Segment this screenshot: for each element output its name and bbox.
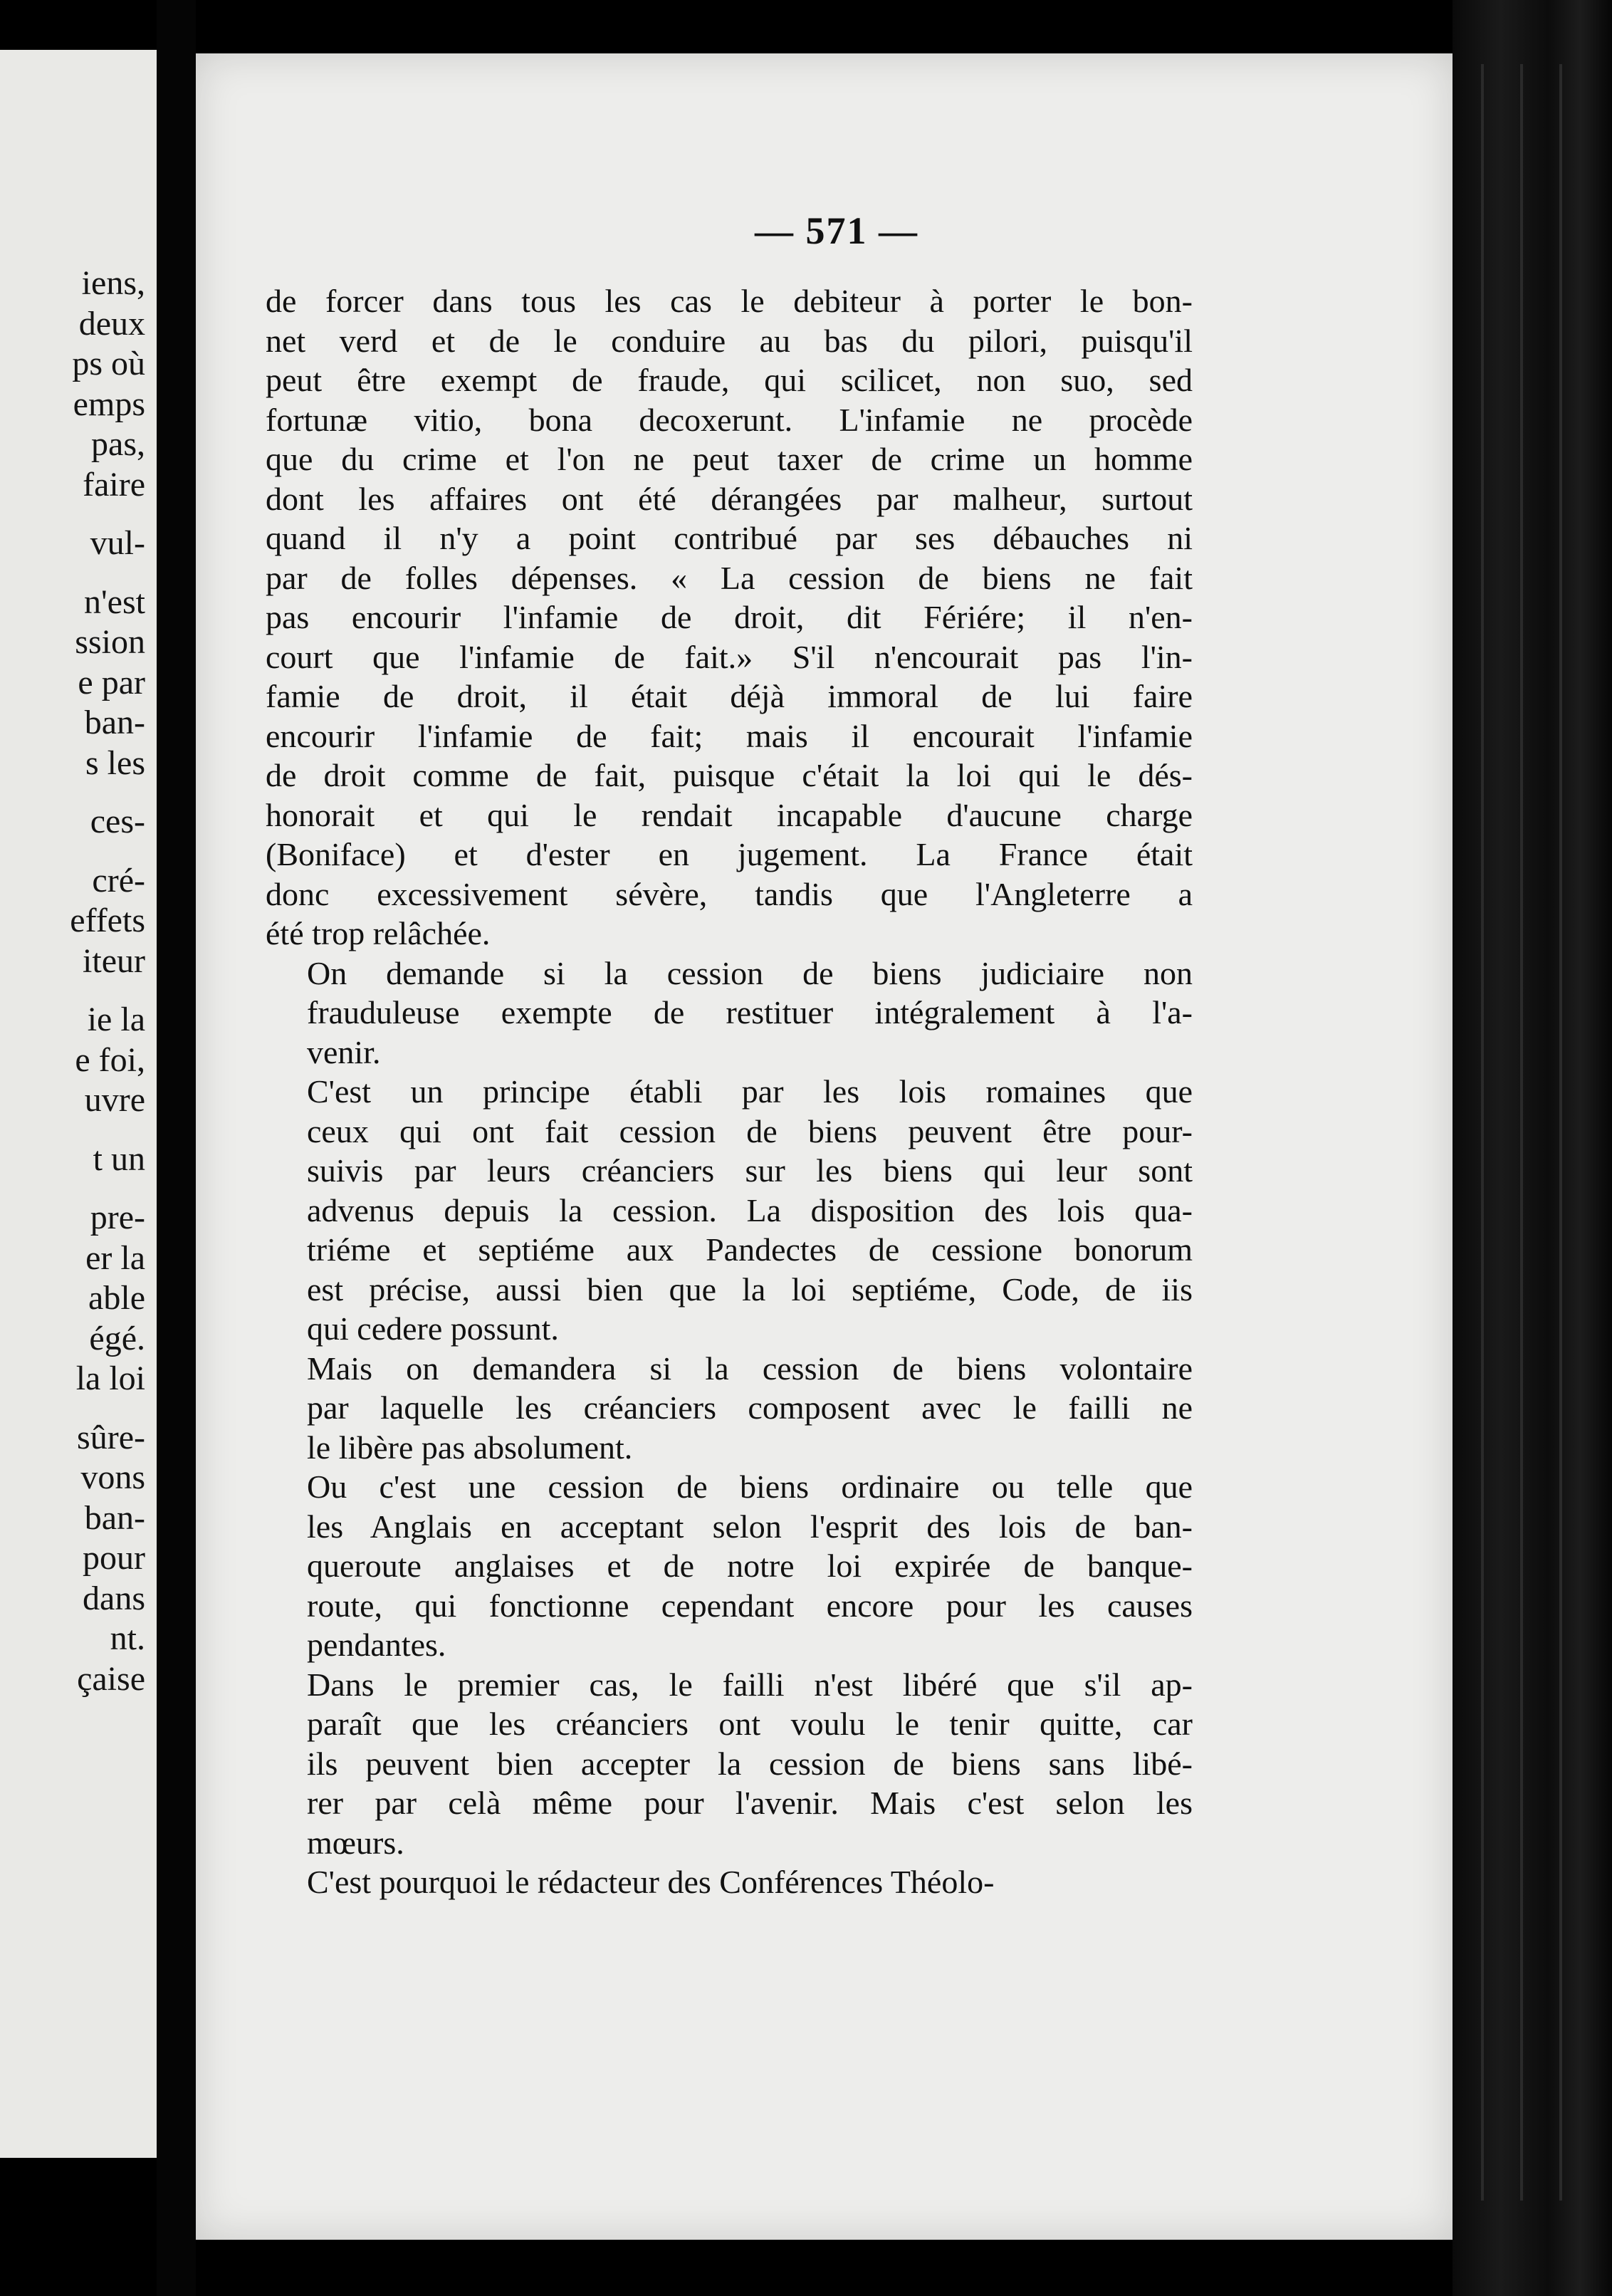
- text-line: fortunæ vitio, bona decoxerunt. L'infamie ne procède: [266, 401, 1193, 438]
- text-line: mœurs.: [307, 1824, 404, 1861]
- left-page-fragment-line: effets: [70, 902, 145, 939]
- left-page-fragment-line: er la: [85, 1238, 145, 1277]
- left-page-fragment-line: égé.: [89, 1319, 145, 1357]
- book-edge: [1453, 0, 1612, 2296]
- text-line: net verd et de le conduire au bas du pilori, puisqu'il: [266, 322, 1193, 359]
- text-line: encourir l'infamie de fait; mais il encourait l'infamie: [266, 717, 1193, 754]
- left-page-fragment-line: pre-: [90, 1199, 145, 1236]
- left-page-fragment-line: ssion: [75, 623, 145, 661]
- text-line: que du crime et l'on ne peut taxer de crime un homme: [266, 441, 1193, 477]
- left-page-fragment-line: çaise: [77, 1659, 145, 1698]
- paragraph: [266, 281, 1193, 954]
- left-page-fragment-line: n'est: [84, 583, 145, 621]
- text-line: honorait et qui le rendait incapable d'aucune charge: [266, 796, 1193, 833]
- text-line: est précise, aussi bien que la loi septiéme, Code, de iis: [307, 1270, 1193, 1308]
- left-page-fragment-line: vons: [80, 1459, 145, 1496]
- text-line: C'est un principe établi par les lois romaines que: [307, 1073, 1193, 1110]
- text-line: Mais on demandera si la cession de biens volontaire: [307, 1350, 1193, 1387]
- text-line: peut être exempt de fraude, qui scilicet, non suo, sed: [266, 362, 1193, 398]
- text-line: pas encourir l'infamie de droit, dit Fériére; il n'en-: [266, 599, 1193, 635]
- text-line: quand il n'y a point contribué par ses débauches ni: [266, 520, 1193, 556]
- paragraph: [266, 1072, 1193, 1349]
- text-line: route, qui fonctionne cependant encore pour les causes: [307, 1587, 1193, 1624]
- text-line: pendantes.: [307, 1627, 446, 1663]
- text-line: paraît que les créanciers ont voulu le tenir quitte, car: [307, 1706, 1193, 1742]
- left-page-fragment-line: sûre-: [77, 1418, 145, 1456]
- left-page-fragment-line: vul-: [90, 524, 145, 562]
- text-line: frauduleuse exempte de restituer intégralement à l'a-: [307, 994, 1193, 1030]
- paragraph: [266, 1467, 1193, 1665]
- text-line: de droit comme de fait, puisque c'était la loi qui le dés-: [266, 757, 1193, 793]
- left-page-fragment-line: ban-: [84, 704, 145, 741]
- text-line: triéme et septiéme aux Pandectes de cessione bonorum: [307, 1231, 1193, 1268]
- text-line: queroute anglaises et de notre loi expirée de banque-: [307, 1548, 1193, 1584]
- page-number: — 571 —: [755, 209, 918, 252]
- left-page-fragment-line: ces-: [90, 803, 145, 840]
- left-page-fragment-line: uvre: [84, 1081, 145, 1119]
- paragraph: [266, 1862, 1193, 1902]
- left-page-fragment-line: la loi: [75, 1360, 145, 1397]
- left-page-fragment-line: pour: [83, 1539, 145, 1577]
- text-line: Ou c'est une cession de biens ordinaire ou telle que: [307, 1468, 1193, 1505]
- book-page: [196, 53, 1453, 2240]
- text-line: suivis par leurs créanciers sur les biens qui leur sont: [307, 1152, 1193, 1189]
- text-line: ils peuvent bien accepter la cession de biens sans libé-: [307, 1745, 1193, 1782]
- text-line: On demande si la cession de biens judiciaire non: [307, 954, 1193, 991]
- left-page-fragment-line: dans: [83, 1579, 145, 1617]
- left-page-fragment-line: t un: [93, 1139, 145, 1178]
- text-line: le libère pas absolument.: [307, 1429, 633, 1466]
- left-page-fragment-line: e foi,: [75, 1040, 145, 1079]
- text-line: dont les affaires ont été dérangées par malheur, surtout: [266, 480, 1193, 517]
- left-page-fragment-line: iteur: [83, 941, 145, 980]
- left-page-fragment-line: emps: [73, 385, 145, 423]
- paragraph: [266, 1665, 1193, 1863]
- left-page-fragment-line: nt.: [110, 1619, 145, 1657]
- paragraph: [266, 1349, 1193, 1468]
- left-page-text: [70, 263, 145, 1699]
- text-line: court que l'infamie de fait.» S'il n'encourait pas l'in-: [266, 638, 1193, 675]
- text-line: qui cedere possunt.: [307, 1310, 559, 1347]
- text-line: (Boniface) et d'ester en jugement. La France était: [266, 836, 1193, 872]
- left-page-fragment-line: deux: [78, 304, 145, 343]
- text-line: par de folles dépenses. « La cession de biens ne fait: [266, 559, 1193, 596]
- left-page-fragment-line: ie la: [87, 1001, 145, 1038]
- left-page-fragment-line: iens,: [81, 264, 145, 302]
- text-line: par laquelle les créanciers composent avec le failli ne: [307, 1389, 1193, 1426]
- left-page-fragment-line: s les: [85, 743, 145, 782]
- text-line: de forcer dans tous les cas le debiteur à porter le bon-: [266, 283, 1193, 319]
- left-page-fragment-line: able: [88, 1279, 145, 1317]
- text-line: ceux qui ont fait cession de biens peuvent être pour-: [307, 1112, 1193, 1149]
- left-page-fragment-line: faire: [83, 465, 145, 503]
- text-line: donc excessivement sévère, tandis que l'Angleterre a: [266, 875, 1193, 912]
- text-line: advenus depuis la cession. La disposition des lois qua-: [307, 1191, 1193, 1228]
- text-line: rer par celà même pour l'avenir. Mais c'est selon les: [307, 1785, 1193, 1821]
- text-line: famie de droit, il était déjà immoral de lui faire: [266, 678, 1193, 714]
- book-gutter: [157, 0, 196, 2296]
- page-body-text: [266, 281, 1193, 1902]
- text-line: les Anglais en acceptant selon l'esprit des lois de ban-: [307, 1508, 1193, 1545]
- left-page-fragment-line: pas,: [91, 425, 145, 463]
- left-page-fragment-line: ban-: [84, 1498, 145, 1537]
- paragraph: [266, 954, 1193, 1073]
- text-line: été trop relâchée.: [266, 915, 491, 951]
- left-page-fragment: [0, 50, 157, 2158]
- left-page-fragment-line: e par: [78, 663, 145, 701]
- text-line: Dans le premier cas, le failli n'est libéré que s'il ap-: [307, 1666, 1193, 1703]
- text-line: C'est pourquoi le rédacteur des Conférences Théolo-: [307, 1864, 995, 1900]
- left-page-fragment-line: ps où: [72, 345, 145, 382]
- text-line: venir.: [307, 1033, 381, 1070]
- left-page-fragment-line: cré-: [92, 861, 145, 899]
